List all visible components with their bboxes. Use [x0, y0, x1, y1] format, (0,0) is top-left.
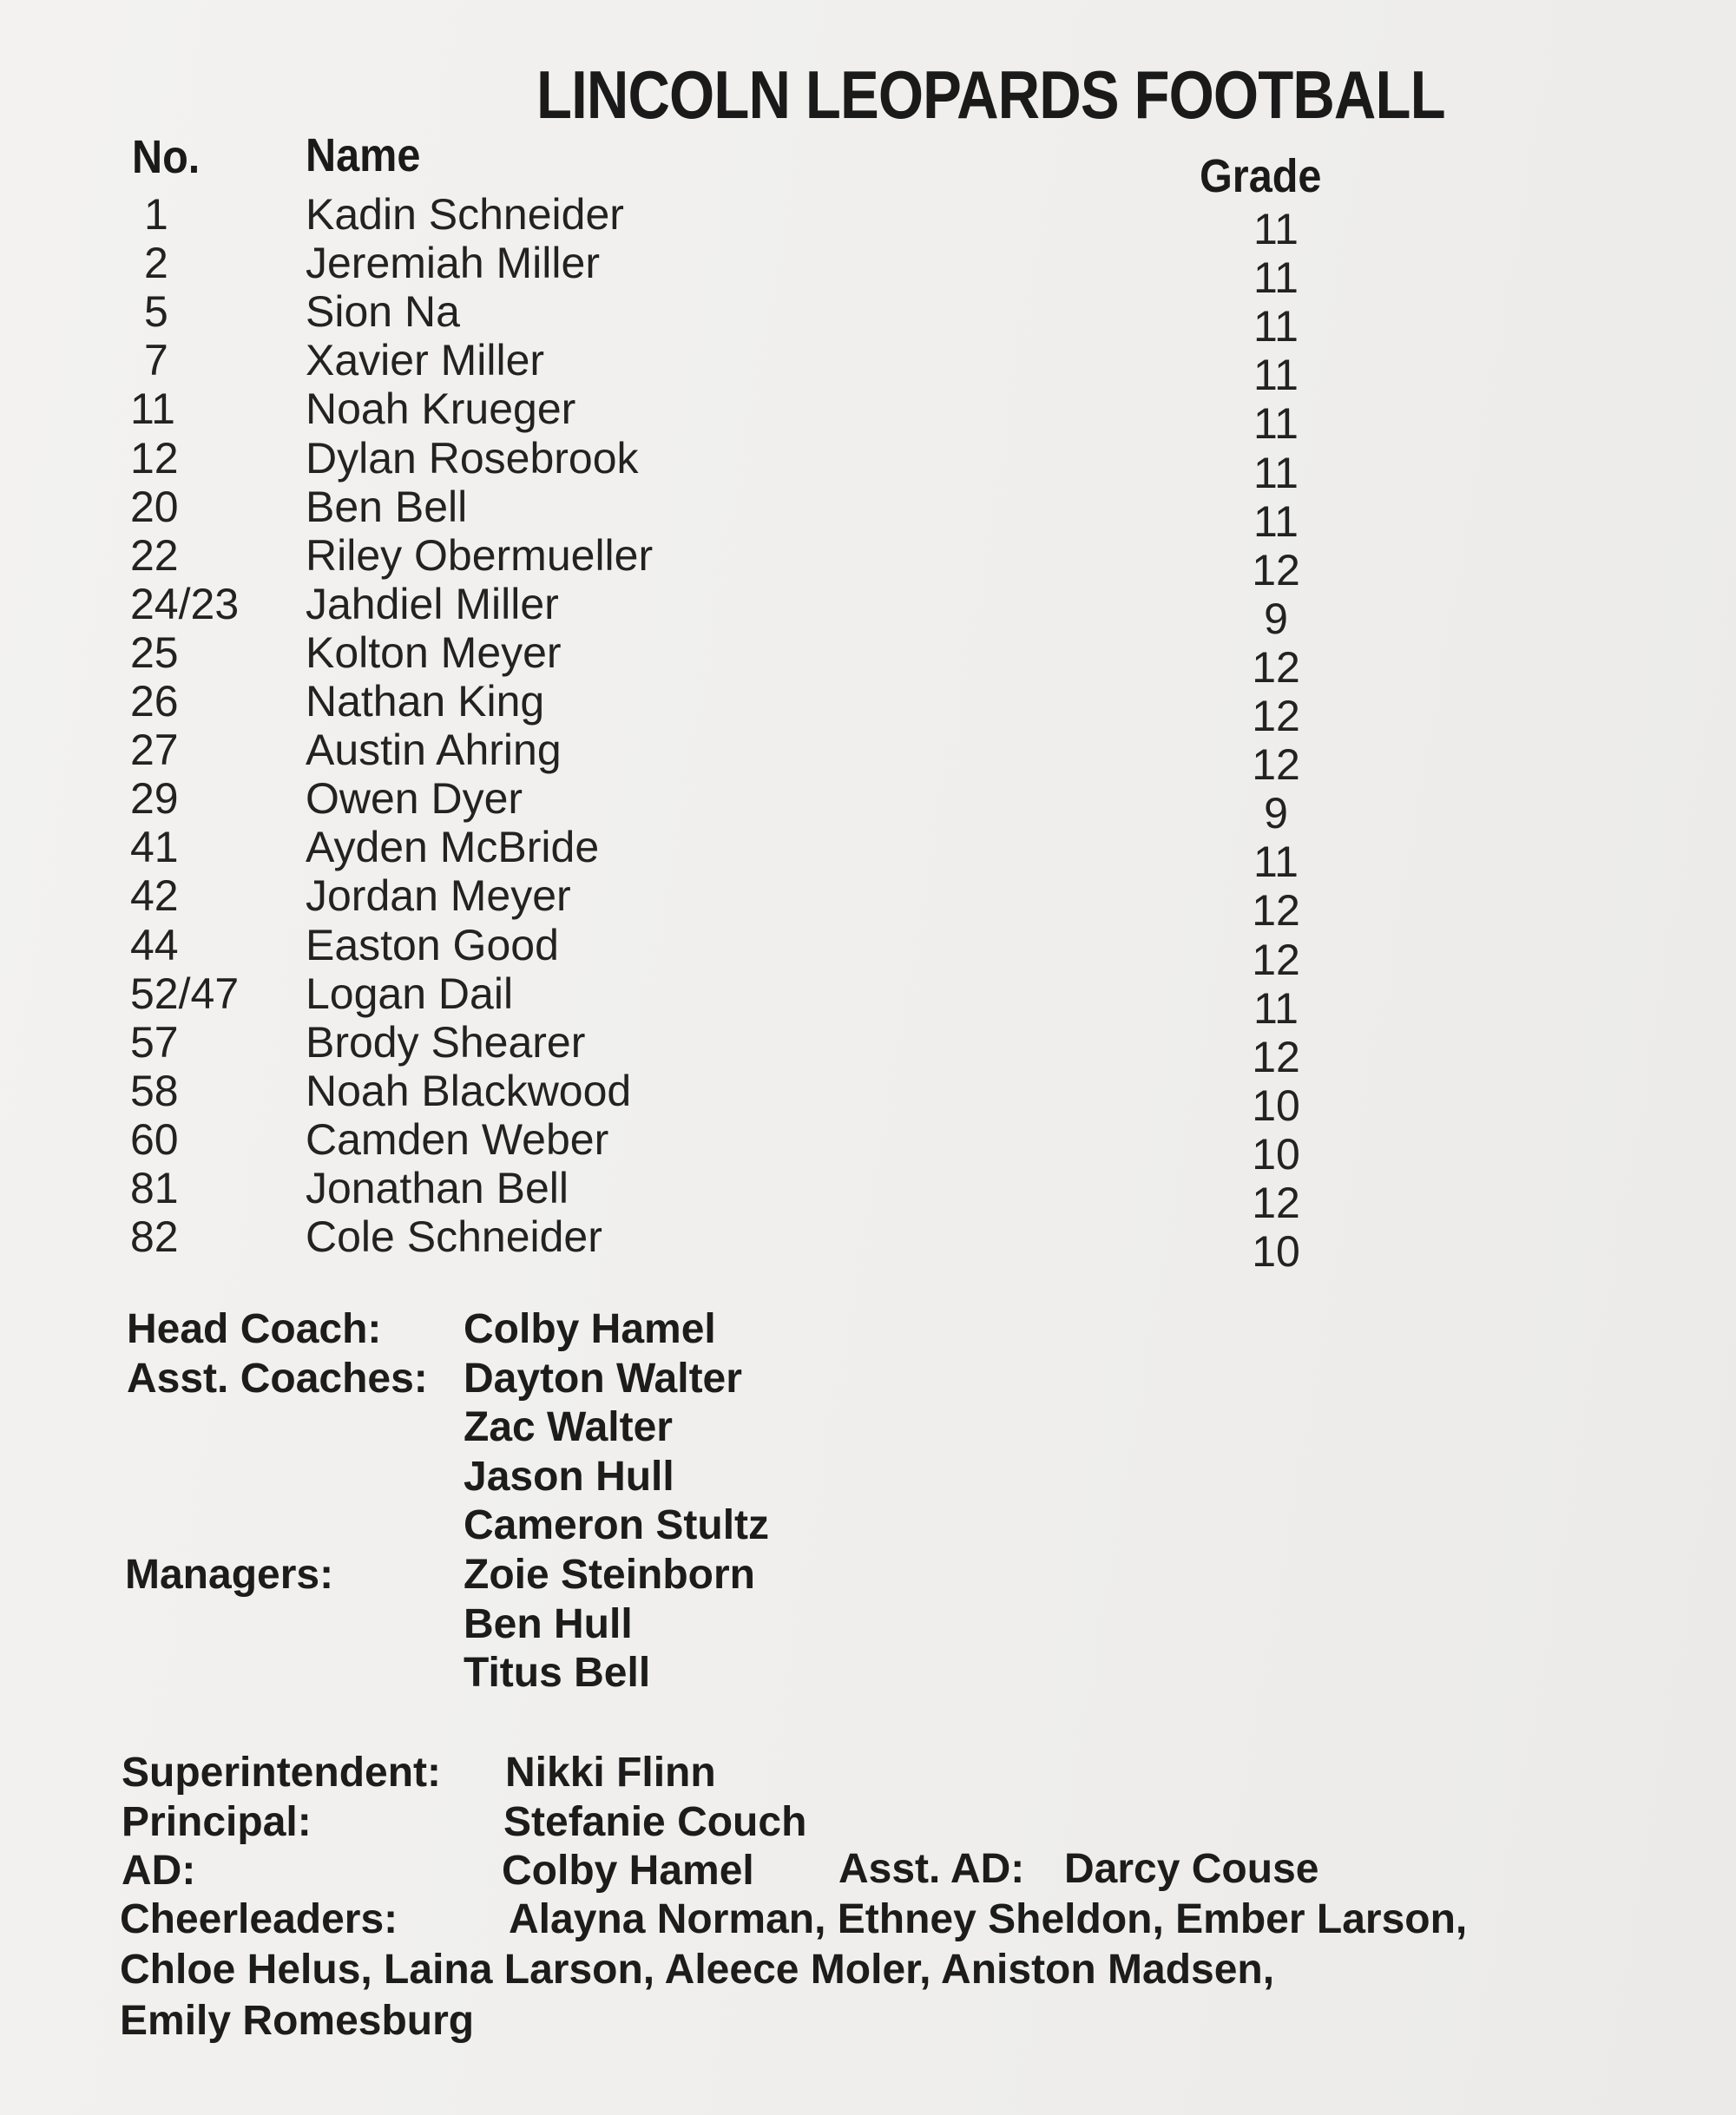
- player-grade: 11: [1253, 351, 1299, 400]
- player-name: Noah Krueger: [306, 384, 576, 434]
- managers-label: Managers:: [125, 1552, 334, 1598]
- player-name: Noah Blackwood: [306, 1066, 632, 1115]
- player-grade: 11: [1253, 983, 1299, 1033]
- player-number: 29: [130, 774, 179, 824]
- player-number: 22: [130, 530, 179, 580]
- manager-name: Titus Bell: [464, 1650, 651, 1696]
- player-grade: 10: [1252, 1129, 1300, 1179]
- player-number: 20: [130, 482, 179, 531]
- player-name: Kolton Meyer: [306, 627, 562, 677]
- table-row: [0, 286, 1736, 351]
- player-grade: 12: [1252, 935, 1300, 984]
- cheerleaders-label: Cheerleaders:: [120, 1896, 398, 1942]
- page-title: LINCOLN LEOPARDS FOOTBALL: [536, 56, 1445, 133]
- manager-name: Zoie Steinborn: [464, 1552, 755, 1598]
- table-row: [0, 433, 1736, 497]
- player-number: 60: [130, 1114, 179, 1164]
- column-header-number: No.: [132, 131, 201, 183]
- player-grade: 10: [1252, 1227, 1300, 1277]
- player-name: Logan Dail: [306, 969, 514, 1018]
- player-grade: 12: [1252, 545, 1300, 594]
- player-name: Riley Obermueller: [306, 530, 654, 580]
- player-grade: 11: [1253, 837, 1299, 887]
- column-header-name: Name: [306, 129, 421, 181]
- player-name: Owen Dyer: [306, 774, 523, 824]
- table-row: [0, 773, 1736, 838]
- cheerleaders-line-1: Alayna Norman, Ethney Sheldon, Ember Larson,: [509, 1896, 1468, 1942]
- player-number: 42: [130, 871, 179, 921]
- table-row: [0, 870, 1736, 936]
- player-grade: 11: [1253, 448, 1299, 497]
- table-row: [0, 627, 1736, 692]
- player-grade: 11: [1253, 496, 1299, 546]
- player-name: Sion Na: [306, 287, 460, 337]
- table-row: [0, 969, 1736, 1033]
- player-grade: 12: [1252, 1032, 1300, 1081]
- asst-ad-label: Asst. AD:: [838, 1846, 1025, 1892]
- table-row: [0, 530, 1736, 594]
- player-number: 58: [130, 1066, 179, 1115]
- table-row: [0, 1066, 1736, 1130]
- player-number: 12: [130, 433, 179, 483]
- asst-coach-name: Jason Hull: [464, 1454, 674, 1500]
- column-header-grade: Grade: [1200, 150, 1322, 202]
- table-row: [0, 335, 1736, 400]
- player-name: Cole Schneider: [306, 1212, 602, 1262]
- asst-coach-name: Dayton Walter: [464, 1356, 742, 1402]
- player-grade: 12: [1252, 692, 1300, 740]
- player-number: 52/47: [130, 969, 240, 1018]
- player-name: Brody Shearer: [306, 1017, 586, 1067]
- player-name: Jeremiah Miller: [306, 239, 600, 288]
- asst-ad-name: Darcy Couse: [1064, 1846, 1319, 1892]
- cheerleaders-line-2: Chloe Helus, Laina Larson, Aleece Moler, Aniston Madsen,: [120, 1947, 1275, 1993]
- manager-name: Ben Hull: [464, 1601, 633, 1647]
- cheerleaders-line-3: Emily Romesburg: [120, 1998, 475, 2044]
- player-number: 1: [144, 190, 168, 239]
- ad-name: Colby Hamel: [502, 1848, 754, 1894]
- player-number: 7: [144, 336, 168, 385]
- player-number: 44: [130, 920, 179, 969]
- player-number: 26: [130, 677, 179, 726]
- table-row: [0, 579, 1736, 643]
- principal-label: Principal:: [122, 1799, 312, 1845]
- player-name: Jonathan Bell: [306, 1164, 569, 1212]
- player-grade: 9: [1264, 789, 1288, 838]
- table-row: [0, 676, 1736, 740]
- table-row: [0, 1163, 1736, 1227]
- player-name: Camden Weber: [306, 1114, 609, 1164]
- player-grade: 9: [1264, 594, 1288, 643]
- superintendent-label: Superintendent:: [122, 1750, 441, 1796]
- player-grade: 11: [1253, 253, 1299, 303]
- asst-coach-name: Zac Walter: [464, 1404, 673, 1450]
- table-row: [0, 1212, 1736, 1277]
- player-name: Nathan King: [306, 677, 545, 726]
- player-grade: 11: [1253, 399, 1299, 449]
- player-number: 5: [144, 287, 168, 337]
- player-grade: 12: [1252, 886, 1300, 936]
- table-row: [0, 920, 1736, 984]
- table-row: [0, 384, 1736, 449]
- player-number: 41: [130, 823, 179, 872]
- player-name: Ayden McBride: [306, 823, 600, 872]
- player-grade: 12: [1252, 1179, 1300, 1227]
- player-name: Jahdiel Miller: [306, 579, 559, 628]
- table-row: [0, 822, 1736, 887]
- ad-label: AD:: [122, 1848, 196, 1894]
- table-row: [0, 725, 1736, 790]
- player-number: 24/23: [130, 579, 240, 628]
- player-name: Xavier Miller: [306, 336, 545, 385]
- player-grade: 10: [1252, 1080, 1300, 1130]
- player-name: Austin Ahring: [306, 726, 562, 775]
- table-row: [0, 482, 1736, 546]
- player-number: 25: [130, 627, 179, 677]
- player-number: 81: [130, 1164, 179, 1212]
- head-coach-name: Colby Hamel: [464, 1306, 716, 1352]
- player-name: Kadin Schneider: [306, 190, 624, 239]
- player-number: 27: [130, 726, 179, 775]
- head-coach-label: Head Coach:: [127, 1306, 382, 1352]
- asst-coaches-label: Asst. Coaches:: [127, 1356, 428, 1402]
- player-name: Easton Good: [306, 920, 559, 969]
- table-row: [0, 189, 1736, 253]
- player-number: 11: [130, 384, 175, 434]
- player-name: Ben Bell: [306, 482, 468, 531]
- superintendent-name: Nikki Flinn: [505, 1750, 716, 1796]
- table-row: [0, 1114, 1736, 1179]
- table-row: [0, 1017, 1736, 1081]
- principal-name: Stefanie Couch: [503, 1799, 807, 1845]
- player-number: 57: [130, 1017, 179, 1067]
- player-grade: 12: [1252, 740, 1300, 790]
- player-name: Dylan Rosebrook: [306, 433, 639, 483]
- player-name: Jordan Meyer: [306, 871, 571, 921]
- asst-coach-name: Cameron Stultz: [464, 1502, 770, 1548]
- player-grade: 11: [1253, 205, 1299, 253]
- player-number: 2: [144, 239, 168, 288]
- player-number: 82: [130, 1212, 179, 1262]
- player-grade: 11: [1253, 302, 1299, 351]
- table-row: [0, 238, 1736, 303]
- player-grade: 12: [1252, 642, 1300, 692]
